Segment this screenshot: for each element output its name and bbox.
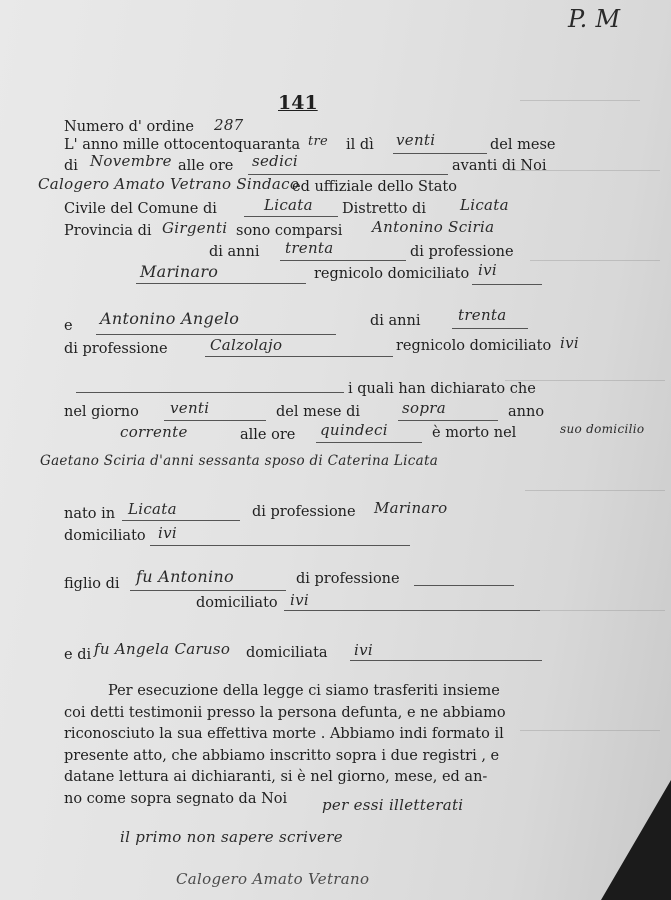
province-hw: Girgenti xyxy=(162,219,228,237)
witness1-name-hw: Antonino Sciria xyxy=(372,218,495,236)
comune-label: Civile del Comune di xyxy=(64,201,217,217)
district-hw: Licata xyxy=(460,196,509,214)
district-label: Distretto di xyxy=(342,201,426,217)
closing-line: no come sopra segnato da Noi xyxy=(64,790,288,807)
record-number: 141 xyxy=(278,92,318,114)
order-number-label: Numero d' ordine xyxy=(64,119,195,135)
year-hw: tre xyxy=(308,134,329,149)
profession1-label: di professione xyxy=(410,244,514,260)
declared-label: i quali han dichiarato che xyxy=(348,381,536,397)
age1-hw: trenta xyxy=(285,239,334,257)
son-of-label: figlio di xyxy=(64,576,120,592)
day2-label: nel giorno xyxy=(64,404,139,420)
month-label: del mese xyxy=(490,137,556,153)
resident4-label: domiciliato xyxy=(196,595,278,611)
comune-hw: Licata xyxy=(264,196,313,214)
day2-hw: venti xyxy=(170,399,210,417)
age1-label: di anni xyxy=(209,244,260,260)
born-label: nato in xyxy=(64,506,116,522)
province-label: Provincia di xyxy=(64,223,152,239)
resident1-label: regnicolo domiciliato xyxy=(314,266,470,282)
profession3-hw: Marinaro xyxy=(374,499,448,517)
appeared-label: sono comparsi xyxy=(236,223,343,239)
closing-hw: per essi illetterati xyxy=(322,796,464,814)
witness2-name-hw: Antonino Angelo xyxy=(100,309,240,328)
month-hw: Novembre xyxy=(90,152,172,170)
resident5-label: domiciliata xyxy=(246,645,328,661)
and-of-label: e di xyxy=(64,647,92,663)
corner-mark: P. M xyxy=(568,5,621,33)
hour2-hw: quindeci xyxy=(320,421,388,439)
father-hw: fu Antonino xyxy=(136,567,234,586)
hour-hw: sedici xyxy=(252,152,298,170)
deceased-hw: Gaetano Sciria d'anni sessanta sposo di Caterina Licata xyxy=(40,453,439,469)
officer-label: ed uffiziale dello Stato xyxy=(292,179,457,195)
resident2-label: regnicolo domiciliato xyxy=(396,338,552,354)
resident5-hw: ivi xyxy=(354,641,373,659)
age2-label: di anni xyxy=(370,313,421,329)
month2-label: del mese di xyxy=(276,404,360,420)
profession4-label: di professione xyxy=(296,571,400,587)
signature: Calogero Amato Vetrano xyxy=(176,870,370,888)
year2-hw: corrente xyxy=(120,423,188,441)
closing-paragraph xyxy=(64,681,544,810)
closing-line: datane lettura ai dichiaranti, si è nel giorno, mese, ed an- xyxy=(64,769,488,785)
profession3-label: di professione xyxy=(252,504,356,520)
closing-line: coi detti testimonii presso la persona defunta, e ne abbiamo xyxy=(64,704,506,721)
closing-line: Per esecuzione della legge ci siamo trasferiti insieme xyxy=(108,683,500,699)
resident2-hw: ivi xyxy=(560,334,579,352)
dark-corner xyxy=(601,780,671,900)
closing-line: presente atto, che abbiamo inscritto sopra i due registri , e xyxy=(64,747,500,764)
order-number-value: 287 xyxy=(214,116,244,134)
resident4-hw: ivi xyxy=(290,591,309,609)
mayor-name-hw: Calogero Amato Vetrano Sindaco xyxy=(38,175,300,193)
profession2-hw: Calzolajo xyxy=(210,336,283,354)
hour2-label: alle ore xyxy=(240,427,296,443)
resident3-hw: ivi xyxy=(158,524,177,542)
resident1-hw: ivi xyxy=(478,261,497,279)
resident3-label: domiciliato xyxy=(64,528,146,544)
and-label: e xyxy=(64,318,73,334)
month2-hw: sopra xyxy=(402,399,446,417)
closing-line: riconosciuto la sua effettiva morte . Abbiamo indi formato il xyxy=(64,726,504,742)
day-hw: venti xyxy=(396,131,436,149)
note-hw: il primo non sapere scrivere xyxy=(120,828,343,846)
year-label: L' anno mille ottocentoquaranta xyxy=(64,137,301,153)
before-label: avanti di Noi xyxy=(452,158,547,174)
profession1-hw: Marinaro xyxy=(140,262,219,281)
day-label: il dì xyxy=(346,137,374,153)
hour-label: alle ore xyxy=(178,158,234,174)
profession2-label: di professione xyxy=(64,341,168,357)
mother-hw: fu Angela Caruso xyxy=(94,640,231,658)
died-label: è morto nel xyxy=(432,425,517,441)
age2-hw: trenta xyxy=(458,306,507,324)
di-label: di xyxy=(64,158,78,174)
born-hw: Licata xyxy=(128,500,177,518)
year2-label: anno xyxy=(508,404,545,420)
place-hw: suo domicilio xyxy=(560,422,645,436)
